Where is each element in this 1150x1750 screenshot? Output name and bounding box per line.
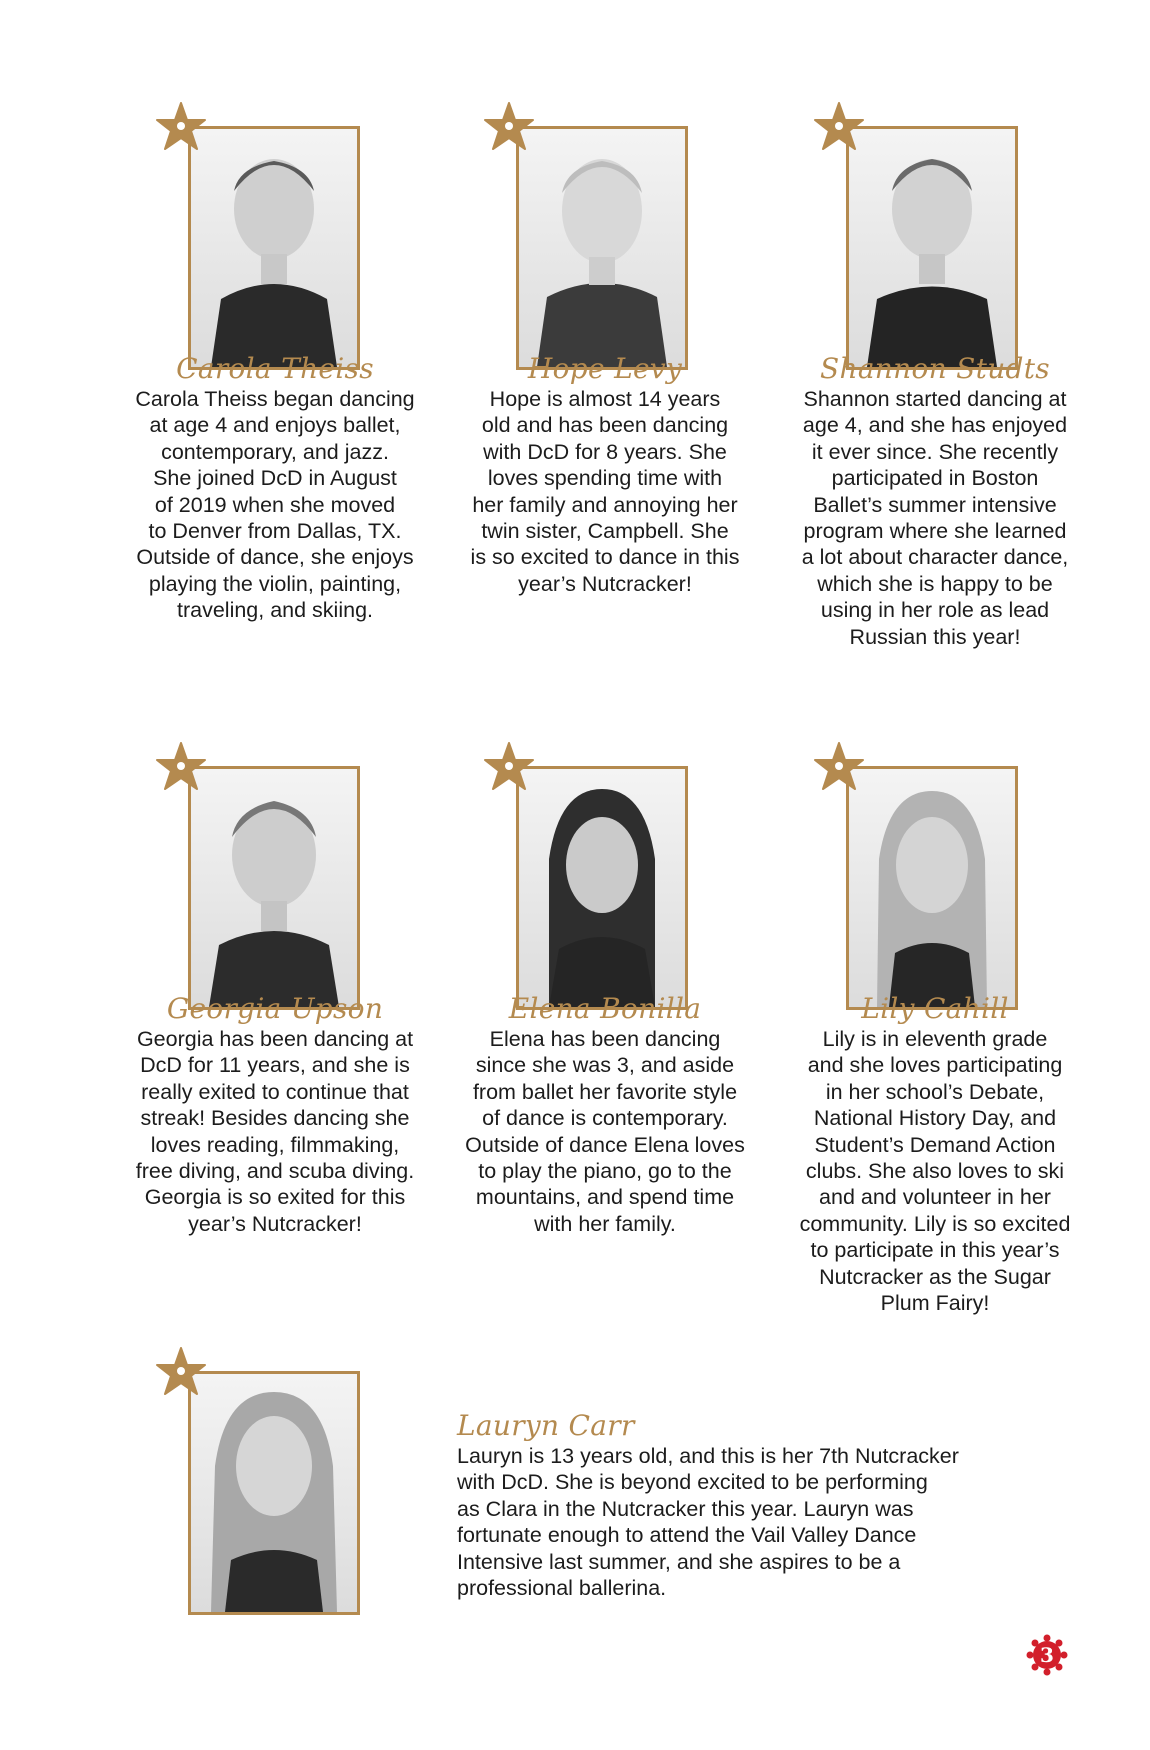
dancer-name: Georgia Upson	[166, 992, 384, 1025]
star-icon	[154, 100, 208, 154]
dancer-name: Hope Levy	[527, 352, 683, 385]
page-number-badge-icon	[1024, 1632, 1070, 1678]
dancer-photo	[516, 126, 688, 370]
dancer-bio: Elena has been dancing since she was 3, and aside from ballet her favorite style of dance is contemporary. Outside of dance Elena loves to play the piano, go to the mountains, and spend time with her family.	[465, 1027, 745, 1236]
dancer-bio: Hope is almost 14 years old and has been dancing with DcD for 8 years. She loves spending time with her family and annoying her twin sister, Campbell. She is so excited to dance in this year’s Nutcracker!	[470, 387, 740, 596]
star-icon	[154, 740, 208, 794]
dancer-photo	[188, 1371, 360, 1615]
dancer-photo	[846, 126, 1018, 370]
dancer-bio: Shannon started dancing at age 4, and she has enjoyed it ever since. She recently participated in Boston Ballet’s summer intensive program where she learned a lot about character dance, which she is happy to be using in her role as lead Russian this year!	[801, 387, 1069, 649]
dancer-name: Lauryn Carr	[457, 1409, 635, 1442]
dancer-bio: Lily is in eleventh grade and she loves participating in her school’s Debate, National History Day, and Student’s Demand Action clubs. She also loves to ski and and volunteer in her community. Lily is so excited to participate in this year’s Nutcracker as the Sugar Plum Fairy!	[799, 1027, 1071, 1316]
dancer-photo	[516, 766, 688, 1010]
dancer-photo	[188, 766, 360, 1010]
dancer-photo	[846, 766, 1018, 1010]
dancer-name: Carola Theiss	[176, 352, 374, 385]
dancer-bio: Georgia has been dancing at DcD for 11 years, and she is really exited to continue that streak! Besides dancing she loves reading, filmmaking, free diving, and scuba diving. Georgia is so exited for this year’s Nutcracker!	[135, 1027, 415, 1236]
dancer-photo	[188, 126, 360, 370]
star-icon	[812, 100, 866, 154]
dancer-name: Elena Bonilla	[508, 992, 702, 1025]
star-icon	[154, 1345, 208, 1399]
dancer-bio: Carola Theiss began dancing at age 4 and enjoys ballet, contemporary, and jazz. She joined DcD in August of 2019 when she moved to Denver from Dallas, TX. Outside of dance, she enjoys playing the violin, painting, traveling, and skiing.	[135, 387, 415, 623]
star-icon	[482, 740, 536, 794]
page-number-text: 3	[1040, 1643, 1054, 1667]
page-number	[1024, 1632, 1070, 1678]
dancer-bio: Lauryn is 13 years old, and this is her 7th Nutcracker with DcD. She is beyond excited to be performing as Clara in the Nutcracker this year. Lauryn was fortunate enough to attend the Vail Valley Dance Intensive last summer, and she aspires to be a professional ballerina.	[457, 1444, 959, 1601]
star-icon	[482, 100, 536, 154]
dancer-name: Lily Cahill	[861, 992, 1009, 1025]
dancer-name: Shannon Studts	[820, 352, 1050, 385]
star-icon	[812, 740, 866, 794]
